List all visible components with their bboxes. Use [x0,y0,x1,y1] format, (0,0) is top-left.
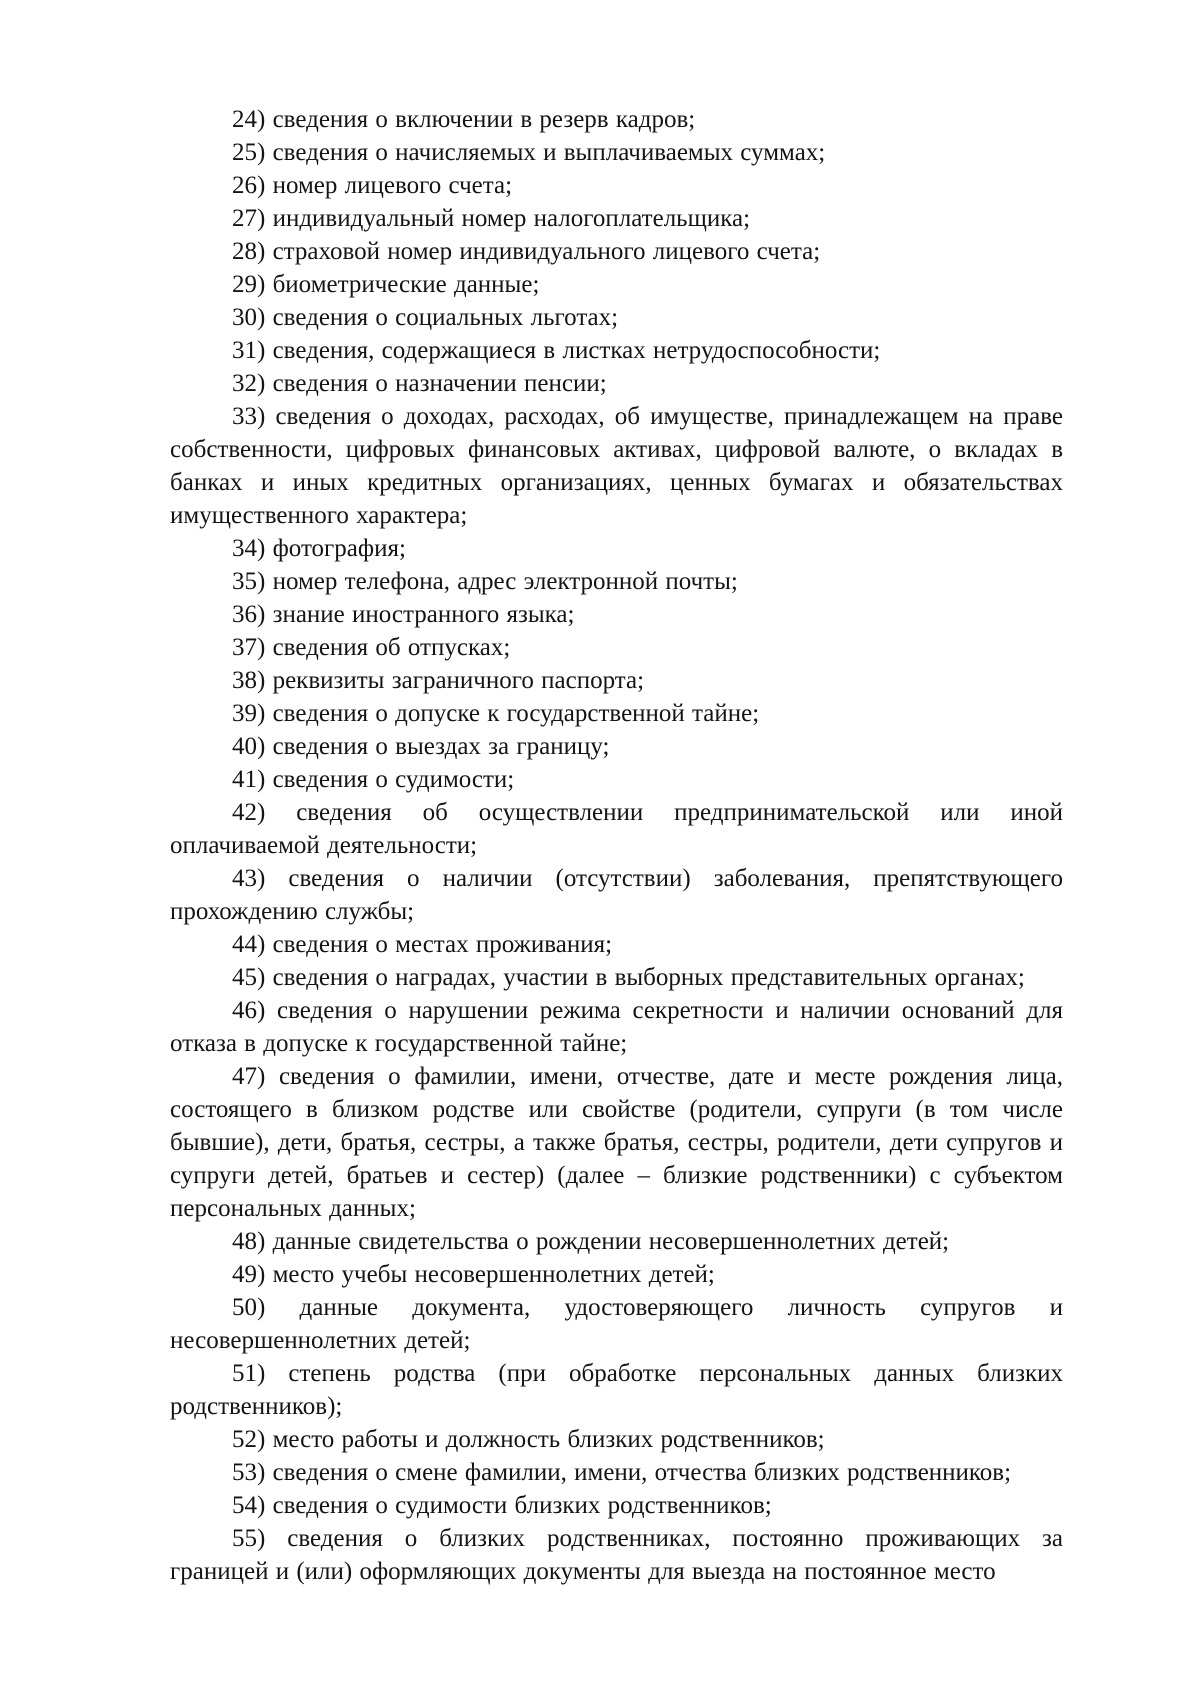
list-item-53: 53) сведения о смене фамилии, имени, отчества близких родственников; [232,1459,1012,1486]
list-item-35: 35) номер телефона, адрес электронной почты; [232,568,738,595]
list-item-38: 38) реквизиты заграничного паспорта; [232,667,645,694]
list-item-42: 42) сведения об осуществлении предпринимательской или иной оплачиваемой деятельности; [170,799,1063,859]
list-item-30: 30) сведения о социальных льготах; [232,304,619,331]
list-item-50: 50) данные документа, удостоверяющего личность супругов и несовершеннолетних детей; [170,1294,1063,1354]
list-item-40: 40) сведения о выездах за границу; [232,733,610,760]
list-item-33: 33) сведения о доходах, расходах, об имуществе, принадлежащем на праве собственности, цифровых финансовых активах, цифровой валюте, о вкладах в банках и иных кредитных организациях, ценных бумагах и обязательствах имущественного характера; [170,403,1063,529]
list-item-46: 46) сведения о нарушении режима секретности и наличии оснований для отказа в допуске к государственной тайне; [170,997,1063,1057]
list-item-28: 28) страховой номер индивидуального лицевого счета; [232,238,821,265]
list-item-29: 29) биометрические данные; [232,271,540,298]
list-item-44: 44) сведения о местах проживания; [232,931,613,958]
list-item-24: 24) сведения о включении в резерв кадров; [232,106,696,133]
list-item-32: 32) сведения о назначении пенсии; [232,370,607,397]
list-item-36: 36) знание иностранного языка; [232,601,575,628]
list-item-47: 47) сведения о фамилии, имени, отчестве, дате и месте рождения лица, состоящего в близком родстве или свойстве (родители, супруги (в том числе бывшие), дети, братья, сестры, а также братья, сестры, родители, дети супругов и супруги детей, братьев и сестер) (далее – близкие родственники) с субъектом персональных данных; [170,1063,1063,1222]
list-item-27: 27) индивидуальный номер налогоплательщика; [232,205,751,232]
list-item-37: 37) сведения об отпусках; [232,634,511,661]
list-item-31: 31) сведения, содержащиеся в листках нетрудоспособности; [232,337,881,364]
list-item-39: 39) сведения о допуске к государственной тайне; [232,700,760,727]
list-item-41: 41) сведения о судимости; [232,766,515,793]
document-body [170,103,1063,1588]
list-item-26: 26) номер лицевого счета; [232,172,513,199]
list-item-54: 54) сведения о судимости близких родственников; [232,1492,772,1519]
list-item-25: 25) сведения о начисляемых и выплачиваемых суммах; [232,139,826,166]
list-item-55: 55) сведения о близких родственниках, постоянно проживающих за границей и (или) оформляющих документы для выезда на постоянное место [170,1525,1063,1585]
list-item-43: 43) сведения о наличии (отсутствии) заболевания, препятствующего прохождению службы; [170,865,1063,925]
list-item-52: 52) место работы и должность близких родственников; [232,1426,825,1453]
list-item-45: 45) сведения о наградах, участии в выборных представительных органах; [232,964,1025,991]
list-item-51: 51) степень родства (при обработке персональных данных близких родственников); [170,1360,1063,1420]
list-item-49: 49) место учебы несовершеннолетних детей; [232,1261,715,1288]
list-item-48: 48) данные свидетельства о рождении несовершеннолетних детей; [232,1228,950,1255]
list-item-34: 34) фотография; [232,535,406,562]
